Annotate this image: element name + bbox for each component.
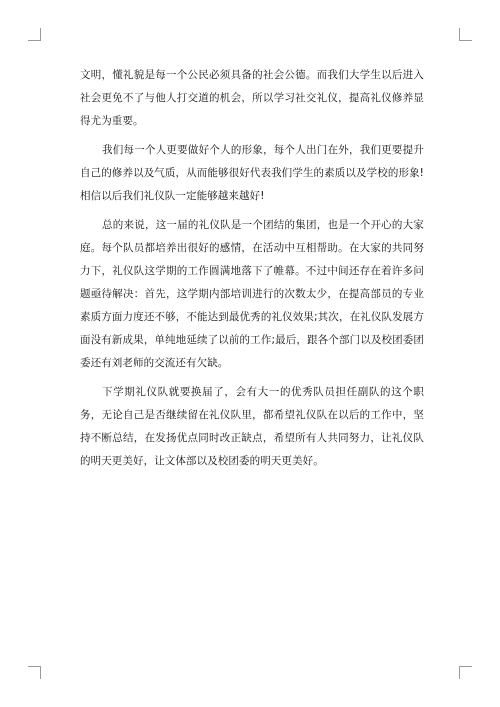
document-body [80,64,424,479]
paragraph-4: 下学期礼仪队就要换届了，会有大一的优秀队员担任副队的这个职务，无论自己是否继续留在礼仪队里，都希望礼仪队在以后的工作中，坚持不断总结，在发扬优点同时改正缺点，希望所有人共同努力，让礼仪队的明天更美好，让文体部以及校团委的明天更美好。 [80,386,424,467]
crop-mark-bottom-left [28,666,41,679]
paragraph-2: 我们每一个人更要做好个人的形象，每个人出门在外，我们更要提升自己的修养以及气质，从而能够很好代表我们学生的素质以及学校的形象!相信以后我们礼仪队一定能够越来越好! [80,144,424,202]
crop-mark-bottom-right [459,666,472,679]
crop-mark-top-left [28,28,41,41]
paragraph-3: 总的来说，这一届的礼仪队是一个团结的集团，也是一个开心的大家庭。每个队员都培养出很好的感情，在活动中互相帮助。在大家的共同努力下，礼仪队这学期的工作圆满地落下了帷幕。不过中间还存在着许多问题亟待解决：首先，这学期内部培训进行的次数太少，在提高部员的专业素质方面力度还不够，不能达到最优秀的礼仪效果;其次，在礼仪队发展方面没有新成果，单纯地延续了以前的工作;最后，跟各个部门以及校团委团委还有刘老师的交流还有欠缺。 [80,219,424,369]
crop-mark-top-right [459,28,472,41]
paragraph-1: 文明，懂礼貌是每一个公民必须具备的社会公德。而我们大学生以后进入社会更免不了与他人打交道的机会，所以学习社交礼仪，提高礼仪修养显得尤为重要。 [80,69,424,127]
